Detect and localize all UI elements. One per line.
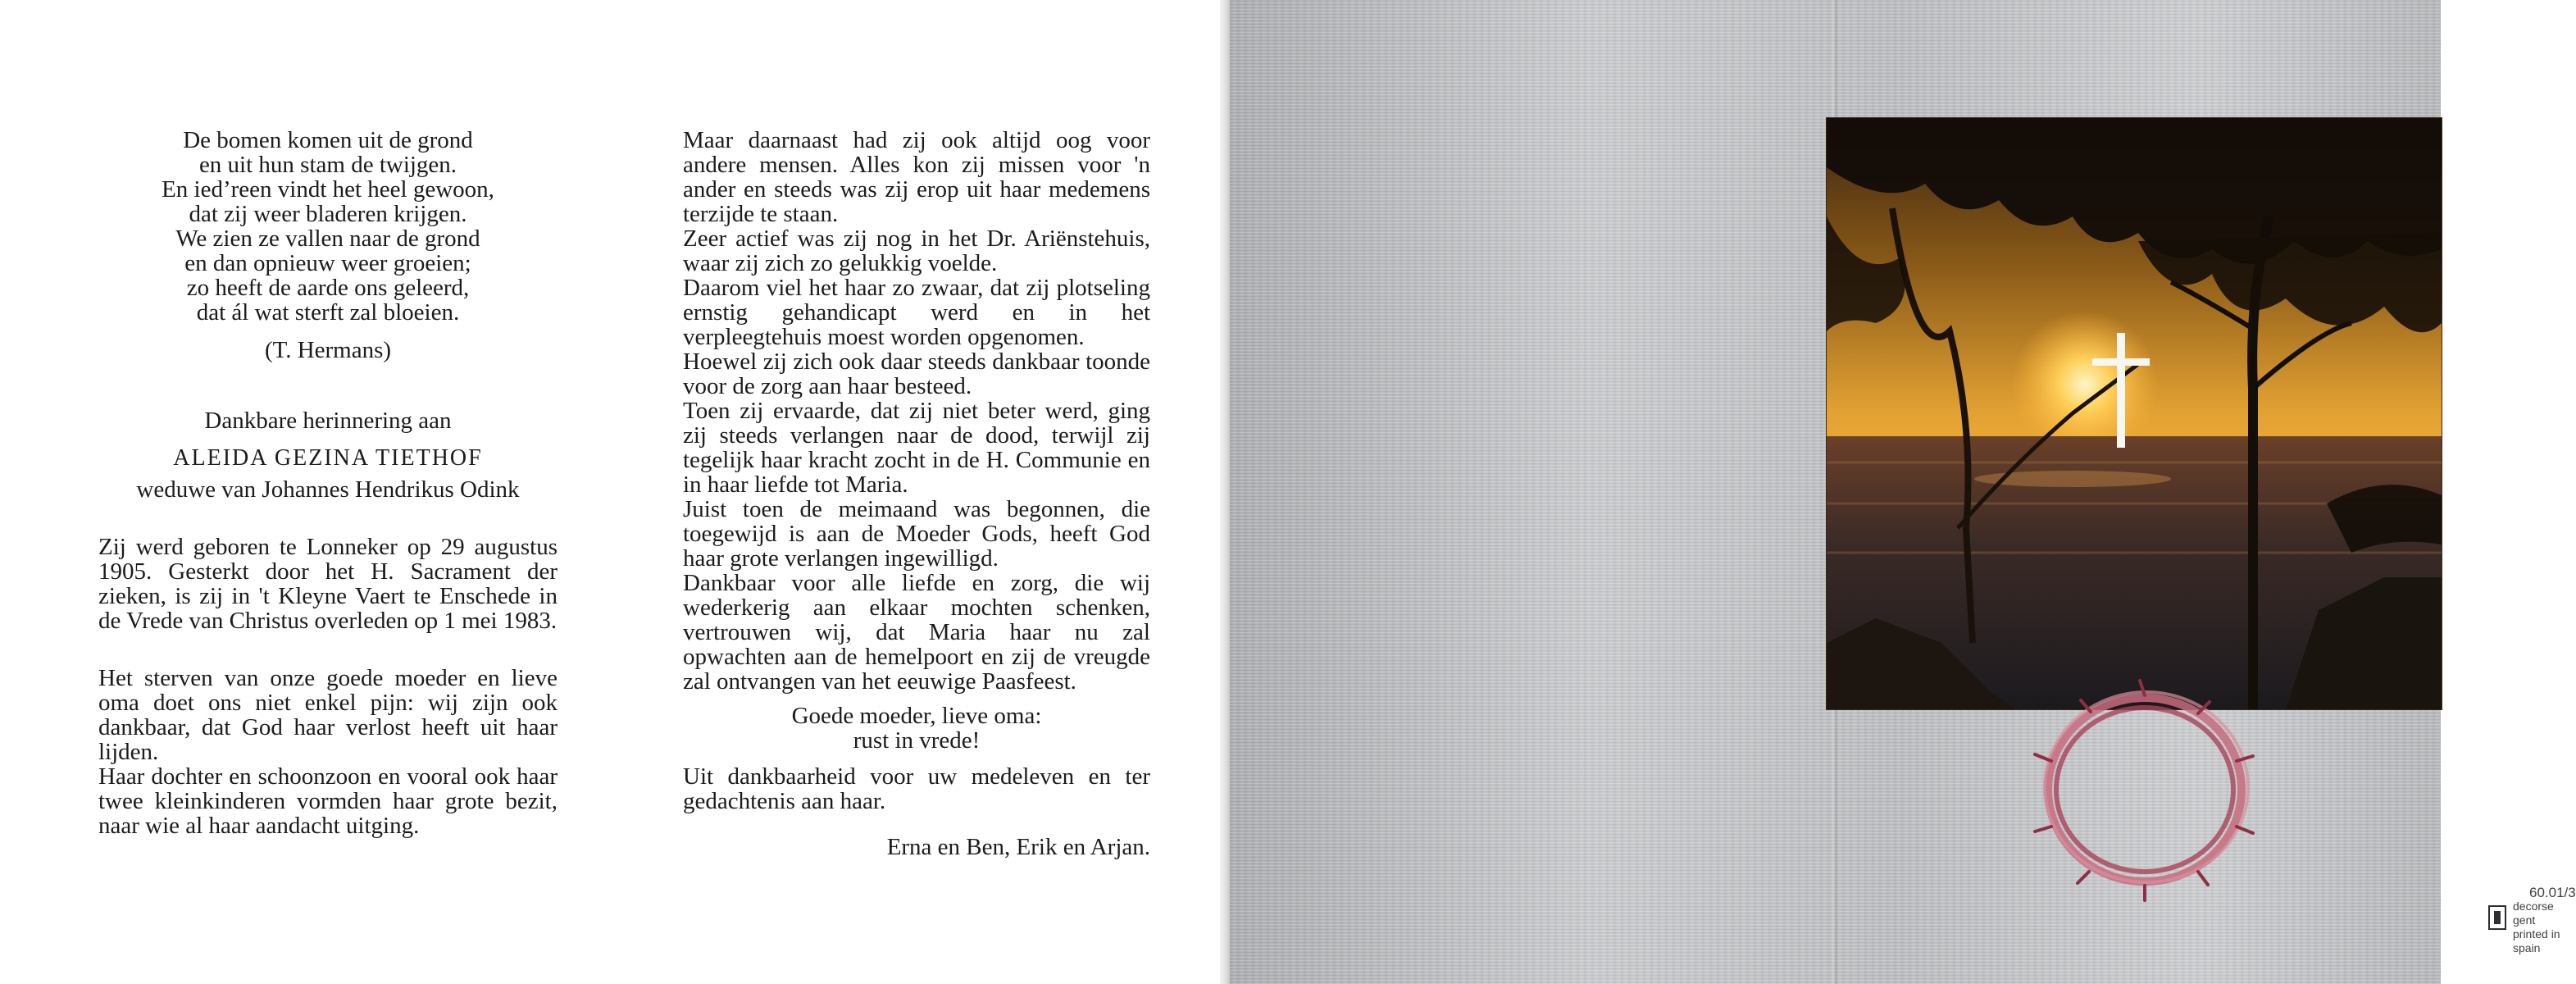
poem-line: dat zij weer bladeren krijgen. — [189, 201, 467, 227]
deceased-name: ALEIDA GEZINA TIETHOF — [173, 445, 483, 471]
printer-logo-icon — [2488, 905, 2506, 930]
right-paragraph-6: Juist toen de meimaand was begonnen, die toegewijd is aan de Moeder Gods, heeft God haar grote verlangen ingewilligd. — [683, 496, 1150, 572]
right-page — [683, 128, 1150, 859]
poem-line: dat ál wat sterft zal bloeien. — [196, 299, 460, 326]
inner-pages — [0, 0, 1222, 984]
poem-line: De bomen komen uit de grond — [183, 127, 473, 153]
signature: Erna en Ben, Erik en Arjan. — [886, 834, 1150, 860]
imprint-line-1: decorse gent — [2513, 900, 2554, 927]
memorial-heading: Dankbare herinnering aan — [204, 408, 452, 434]
crown-of-thorns — [2022, 671, 2268, 902]
printer-imprint — [2488, 886, 2576, 955]
poem-line: We zien ze vallen naar de grond — [175, 226, 480, 252]
widow-of: weduwe van Johannes Hendrikus Odink — [136, 476, 520, 503]
farewell-line-1: Goede moeder, lieve oma: — [791, 703, 1042, 729]
thanks-paragraph: Uit dankbaarheid voor uw medeleven en ter gedachtenis aan haar. — [683, 763, 1150, 814]
right-paragraph-3: Daarom viel het haar zo zwaar, dat zij plotseling ernstig gehandicapt werd en in het verpleegtehuis moest worden opgenomen. — [683, 275, 1150, 350]
left-paragraph-2: Het sterven van onze goede moeder en lieve oma doet ons niet enkel pijn: wij zijn ook dankbaar, dat God haar verlost heeft uit haar lijden. — [98, 665, 558, 765]
right-paragraph-1: Maar daarnaast had zij ook altijd oog voor andere mensen. Alles kon zij missen voor 'n ander en steeds was zij erop uit haar medemens terzijde te staan. — [683, 127, 1150, 227]
poem-line: zo heeft de aarde ons geleerd, — [186, 275, 470, 301]
poem-line: En ied’reen vindt het heel gewoon, — [162, 176, 494, 203]
right-paragraph-2: Zeer actief was zij nog in het Dr. Ariënstehuis, waar zij zich zo gelukkig voelde. — [683, 226, 1150, 276]
imprint-line-2: printed in spain — [2513, 927, 2560, 954]
imprint-code: 60.01/3 — [2529, 885, 2576, 900]
cover-page — [1230, 0, 2576, 984]
poem — [98, 128, 558, 325]
left-page — [98, 128, 558, 838]
poem-line: en uit hun stam de twijgen. — [198, 152, 457, 178]
bio-paragraph: Zij werd geboren te Lonneker op 29 augustus 1905. Gesterkt door het H. Sacrament der zieken, is zij in 't Kleyne Vaert te Enschede in de Vrede van Christus overleden op 1 mei 1983. — [98, 534, 558, 634]
right-paragraph-7: Dankbaar voor alle liefde en zorg, die wij wederkerig aan elkaar mochten schenken, vertrouwen wij, dat Maria haar nu zal opwachten aan de hemelpoort en zij de vreugde zal ontvangen van het eeuwige Paasfeest. — [683, 570, 1150, 695]
sunset-photo — [1826, 117, 2442, 710]
right-paragraph-5: Toen zij ervaarde, dat zij niet beter werd, ging zij steeds verlangen naar de dood, terwijl zij tegelijk haar kracht zocht in de H. Communie en in haar liefde tot Maria. — [683, 398, 1150, 498]
farewell-line-2: rust in vrede! — [853, 727, 981, 754]
poem-line: en dan opnieuw weer groeien; — [184, 250, 471, 276]
poem-author: (T. Hermans) — [264, 337, 392, 363]
left-paragraph-3: Haar dochter en schoonzoon en vooral ook haar twee kleinkinderen vormden haar grote bezit, naar wie al haar aandacht uitging. — [98, 763, 558, 839]
right-paragraph-4: Hoewel zij zich ook daar steeds dankbaar toonde voor de zorg aan haar besteed. — [683, 348, 1150, 399]
